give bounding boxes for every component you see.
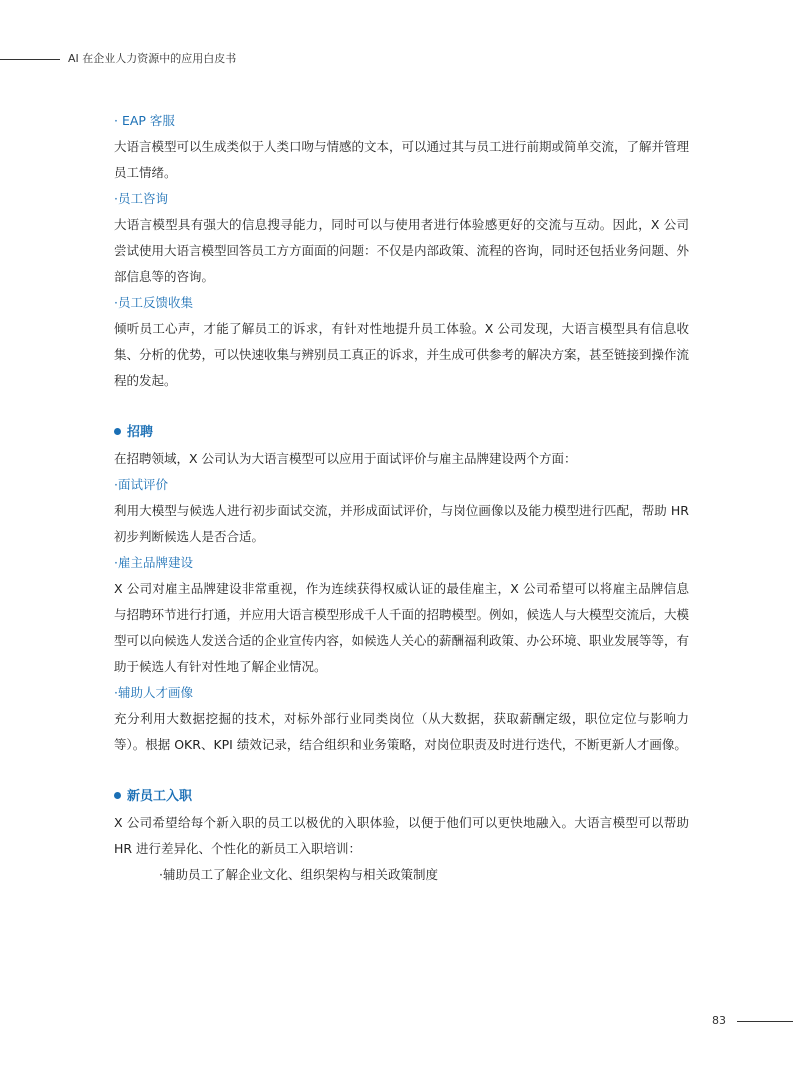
bullet-dot-icon <box>114 428 121 435</box>
paragraph-employee-consult: 大语言模型具有强大的信息搜寻能力，同时可以与使用者进行体验感更好的交流与互动。因此，X 公司尝试使用大语言模型回答员工方方面面的问题：不仅是内部政策、流程的咨询，同时还包括业务问题、外部信息等的咨询。 <box>114 217 690 284</box>
paragraph-talent-profile: 充分利用大数据挖掘的技术，对标外部行业同类岗位（从大数据，获取薪酬定级，职位定位与影响力等）。根据 OKR、KPI 绩效记录，结合组织和业务策略，对岗位职责及时进行迭代，不断更新人才画像。 <box>114 711 689 752</box>
paragraph-feedback: 倾听员工心声，才能了解员工的诉求，有针对性地提升员工体验。X 公司发现，大语言模型具有信息收集、分析的优势，可以快速收集与辨别员工真正的诉求，并生成可供参考的解决方案，甚至链接到操作流程的发起。 <box>114 321 690 388</box>
paragraph-onboarding-intro: X 公司希望给每个新入职的员工以极优的入职体验，以便于他们可以更快地融入。大语言模型可以帮助 HR 进行差异化、个性化的新员工入职培训： <box>114 815 689 856</box>
paragraph-employer-brand: X 公司对雇主品牌建设非常重视，作为连续获得权威认证的最佳雇主，X 公司希望可以将雇主品牌信息与招聘环节进行打通，并应用大语言模型形成千人千面的招聘模型。例如，候选人与大模型交流后，大模型可以向候选人发送合适的企业宣传内容，如候选人关心的薪酬福利政策、办公环境、职业发展等等，有助于候选人有针对性地了解企业情况。 <box>114 581 690 674</box>
subheading-eap: · EAP 客服 <box>114 113 175 128</box>
running-header-title: AI 在企业人力资源中的应用白皮书 <box>68 52 237 65</box>
subheading-talent-profile: ·辅助人才画像 <box>114 685 193 700</box>
subheading-employer-brand: ·雇主品牌建设 <box>114 555 193 570</box>
subheading-feedback: ·员工反馈收集 <box>114 295 193 310</box>
section-heading-onboarding-label: 新员工入职 <box>127 789 193 804</box>
paragraph-recruitment-intro: 在招聘领域，X 公司认为大语言模型可以应用于面试评价与雇主品牌建设两个方面： <box>114 451 577 466</box>
section-heading-recruitment <box>114 420 689 446</box>
section-heading-recruitment-label: 招聘 <box>127 425 154 440</box>
footer-rule <box>737 1021 793 1022</box>
section-heading-onboarding <box>114 784 689 810</box>
paragraph-eap: 大语言模型可以生成类似于人类口吻与情感的文本，可以通过其与员工进行前期或简单交流，了解并管理员工情绪。 <box>114 139 690 180</box>
subheading-employee-consult: ·员工咨询 <box>114 191 168 206</box>
paragraph-interview: 利用大模型与候选人进行初步面试交流，并形成面试评价，与岗位画像以及能力模型进行匹配，帮助 HR 初步判断候选人是否合适。 <box>114 503 689 544</box>
page-number: 83 <box>712 1014 726 1027</box>
bullet-dot-icon <box>114 792 121 799</box>
subheading-interview: ·面试评价 <box>114 477 168 492</box>
header-rule <box>0 59 60 60</box>
list-item-onboarding: ·辅助员工了解企业文化、组织架构与相关政策制度 <box>159 867 438 882</box>
page-body <box>114 108 689 888</box>
